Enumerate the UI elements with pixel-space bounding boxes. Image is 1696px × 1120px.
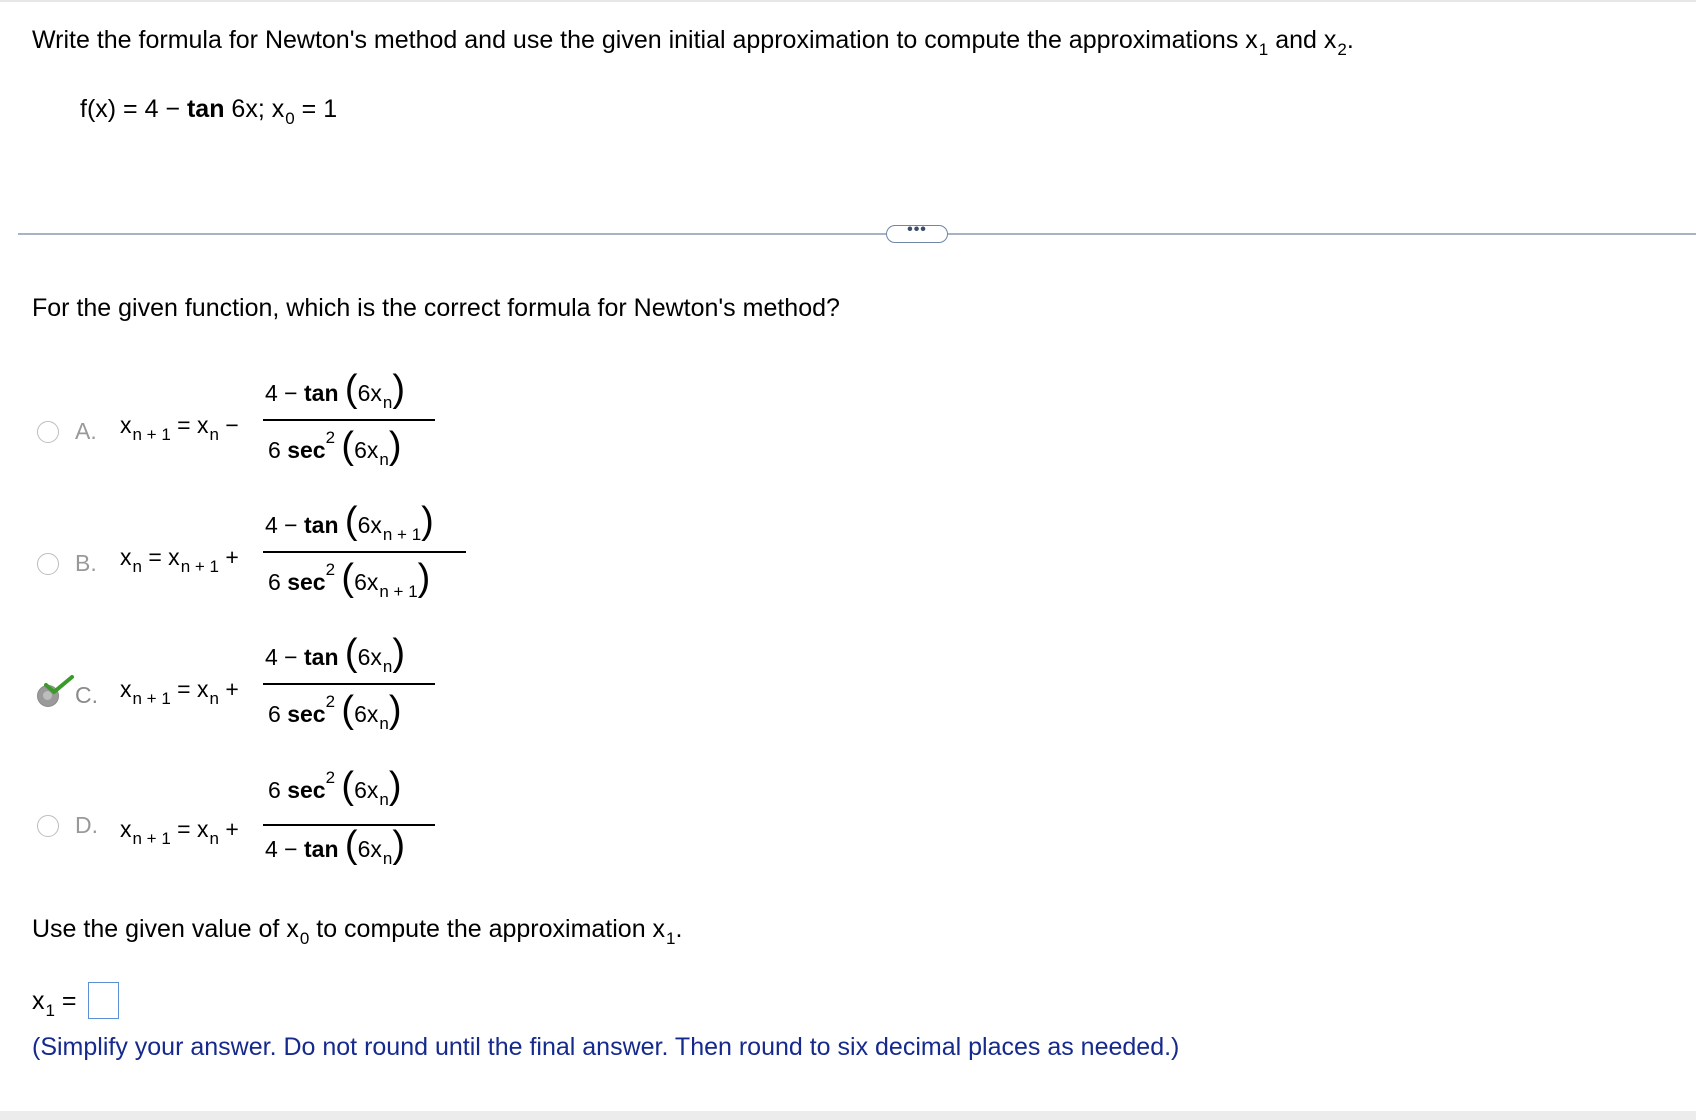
option-a-numerator: $4 - \tan (6x_n)$	[265, 368, 405, 412]
top-border	[0, 0, 1696, 2]
fraction-bar	[263, 683, 435, 685]
option-c-lhs: $x_{n + 1} = x_n$ +	[120, 676, 239, 708]
fraction-bar	[263, 419, 435, 421]
divider	[948, 233, 1696, 235]
option-a-lhs: $x_{n + 1} = x_n$ −	[120, 412, 239, 444]
question-text: Write the formula for Newton's method and use the given initial approximation to compute the approximations $x_1$ and $x_2$.	[32, 26, 1354, 59]
option-d-lhs: $x_{n + 1} = x_n$ +	[120, 816, 239, 848]
option-d-letter: D.	[75, 812, 98, 838]
option-c-numerator: $4 - \tan (6x_n)$	[265, 632, 405, 676]
compute-prompt: Use the given value of $x_0$ to compute the approximation $x_1$.	[32, 915, 683, 948]
option-b-denominator: 6 $\sec^2 (6x_{n + 1})$	[268, 557, 431, 601]
bottom-band	[0, 1111, 1696, 1120]
fraction-bar	[263, 551, 466, 553]
option-c-denominator: 6 $\sec^2 (6x_n)$	[268, 689, 402, 733]
radio-option-d[interactable]	[37, 815, 59, 837]
hint-text: (Simplify your answer. Do not round until the final answer. Then round to six decimal places as needed.)	[32, 1033, 1180, 1061]
option-d-numerator: 6 $\sec^2 (6x_n)$	[268, 765, 402, 809]
option-c-letter: C.	[75, 682, 98, 708]
given-function: f(x) = 4 − tan 6x; $x_0 = 1$	[80, 95, 338, 128]
expand-button[interactable]: •••	[886, 225, 948, 243]
option-b-letter: B.	[75, 550, 97, 576]
answer-label: $x_1$ =	[32, 987, 77, 1020]
checkmark-icon	[44, 675, 74, 695]
answer-input-box[interactable]	[88, 982, 119, 1019]
option-a-denominator: 6 $\sec^2 (6x_n)$	[268, 425, 402, 469]
radio-option-b[interactable]	[37, 553, 59, 575]
option-d-denominator: $4 - \tan (6x_n)$	[265, 824, 405, 868]
option-b-lhs: $x_n = x_{n + 1}$ +	[120, 544, 239, 576]
prompt-text: For the given function, which is the correct formula for Newton's method?	[32, 294, 840, 322]
option-a-letter: A.	[75, 418, 97, 444]
divider	[18, 233, 886, 235]
option-b-numerator: $4 - \tan (6x_{n + 1})$	[265, 500, 434, 544]
radio-option-a[interactable]	[37, 421, 59, 443]
